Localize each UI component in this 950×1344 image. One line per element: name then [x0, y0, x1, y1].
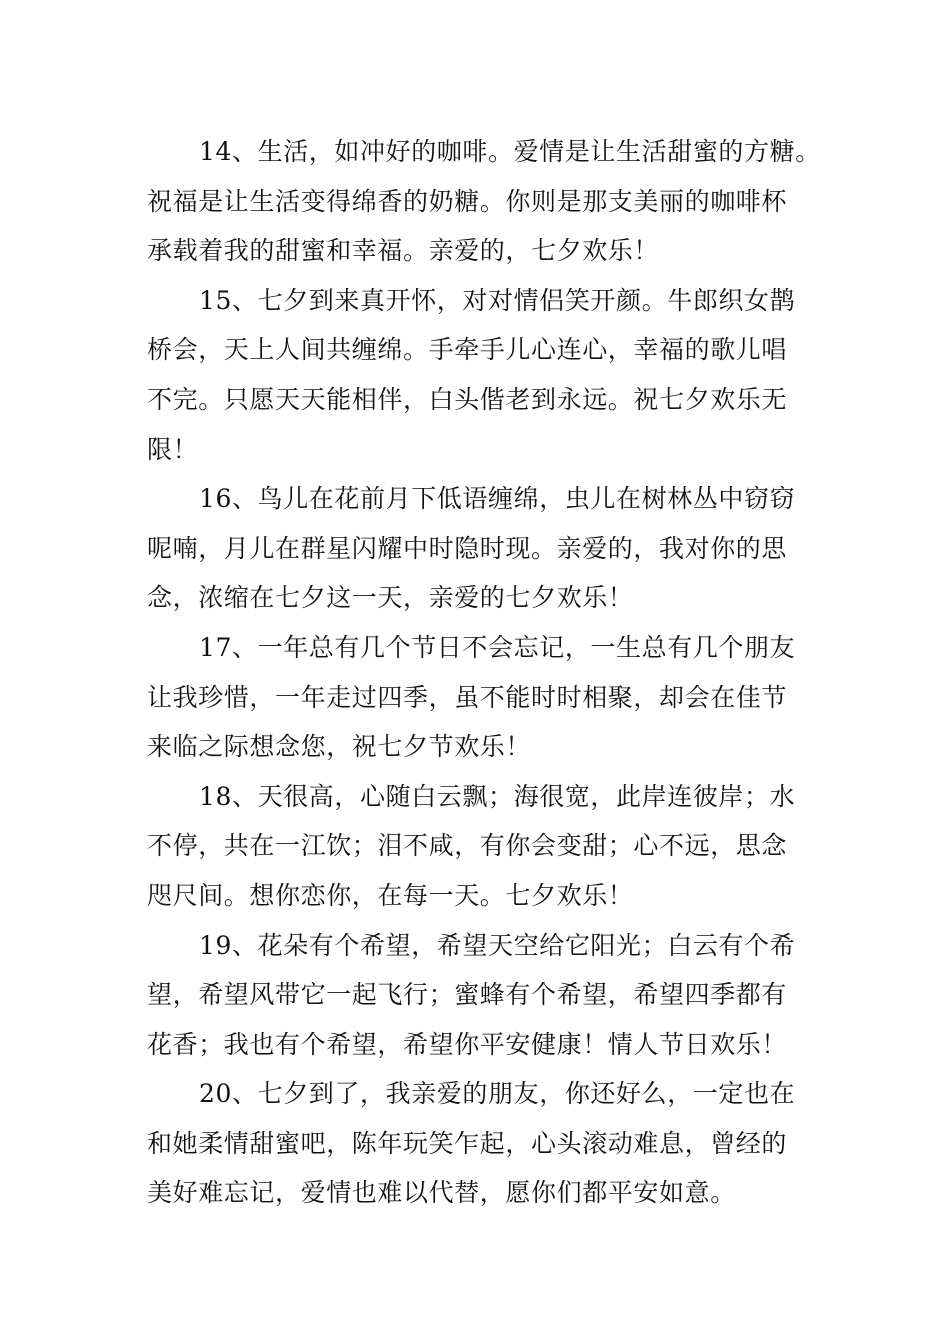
paragraph-line: 祝福是让生活变得绵香的奶糖。你则是那支美丽的咖啡杯 [147, 186, 788, 216]
paragraph-18 [147, 772, 817, 921]
paragraph-line: 花香；我也有个希望，希望你平安健康！情人节日欢乐！ [147, 1029, 788, 1059]
paragraph-line: 来临之际想念您，祝七夕节欢乐！ [147, 732, 532, 762]
paragraph-line: 呢喃，月儿在群星闪耀中时隐时现。亲爱的，我对你的思 [147, 533, 788, 563]
document-body [147, 127, 821, 1218]
paragraph-line: 望，希望风带它一起飞行；蜜蜂有个希望，希望四季都有 [147, 980, 788, 1010]
paragraph-16 [147, 474, 817, 623]
paragraph-line: 20、七夕到了，我亲爱的朋友，你还好么，一定也在 [199, 1079, 796, 1109]
paragraph-line: 19、花朵有个希望，希望天空给它阳光；白云有个希 [199, 930, 796, 960]
paragraph-17 [147, 623, 817, 772]
paragraph-line: 15、七夕到来真开怀，对对情侣笑开颜。牛郎织女鹊 [199, 285, 796, 315]
paragraph-14 [147, 127, 821, 276]
paragraph-20 [147, 1069, 817, 1218]
paragraph-line: 不完。只愿天天能相伴，白头偕老到永远。祝七夕欢乐无 [147, 384, 788, 414]
paragraph-line: 限！ [147, 434, 199, 464]
paragraph-line: 不停，共在一江饮；泪不咸，有你会变甜；心不远，思念 [147, 831, 788, 861]
paragraph-line: 美好难忘记，爱情也难以代替，愿你们都平安如意。 [147, 1178, 736, 1208]
paragraph-line: 14、生活，如冲好的咖啡。爱情是让生活甜蜜的方糖。 [199, 137, 821, 166]
paragraph-line: 承载着我的甜蜜和幸福。亲爱的，七夕欢乐！ [147, 236, 660, 266]
paragraph-line: 念，浓缩在七夕这一天，亲爱的七夕欢乐！ [147, 583, 634, 613]
paragraph-line: 咫尺间。想你恋你，在每一天。七夕欢乐！ [147, 880, 634, 910]
paragraph-line: 让我珍惜，一年走过四季，虽不能时时相聚，却会在佳节 [147, 682, 788, 712]
paragraph-line: 桥会，天上人间共缠绵。手牵手儿心连心，幸福的歌儿唱 [147, 335, 788, 365]
paragraph-line: 和她柔情甜蜜吧，陈年玩笑乍起，心头滚动难息，曾经的 [147, 1128, 788, 1158]
paragraph-15 [147, 276, 817, 474]
paragraph-19 [147, 921, 817, 1070]
paragraph-line: 17、一年总有几个节日不会忘记，一生总有几个朋友 [199, 632, 796, 662]
paragraph-line: 16、鸟儿在花前月下低语缠绵，虫儿在树林丛中窃窃 [199, 484, 796, 514]
paragraph-line: 18、天很高，心随白云飘；海很宽，此岸连彼岸；水 [199, 781, 796, 811]
